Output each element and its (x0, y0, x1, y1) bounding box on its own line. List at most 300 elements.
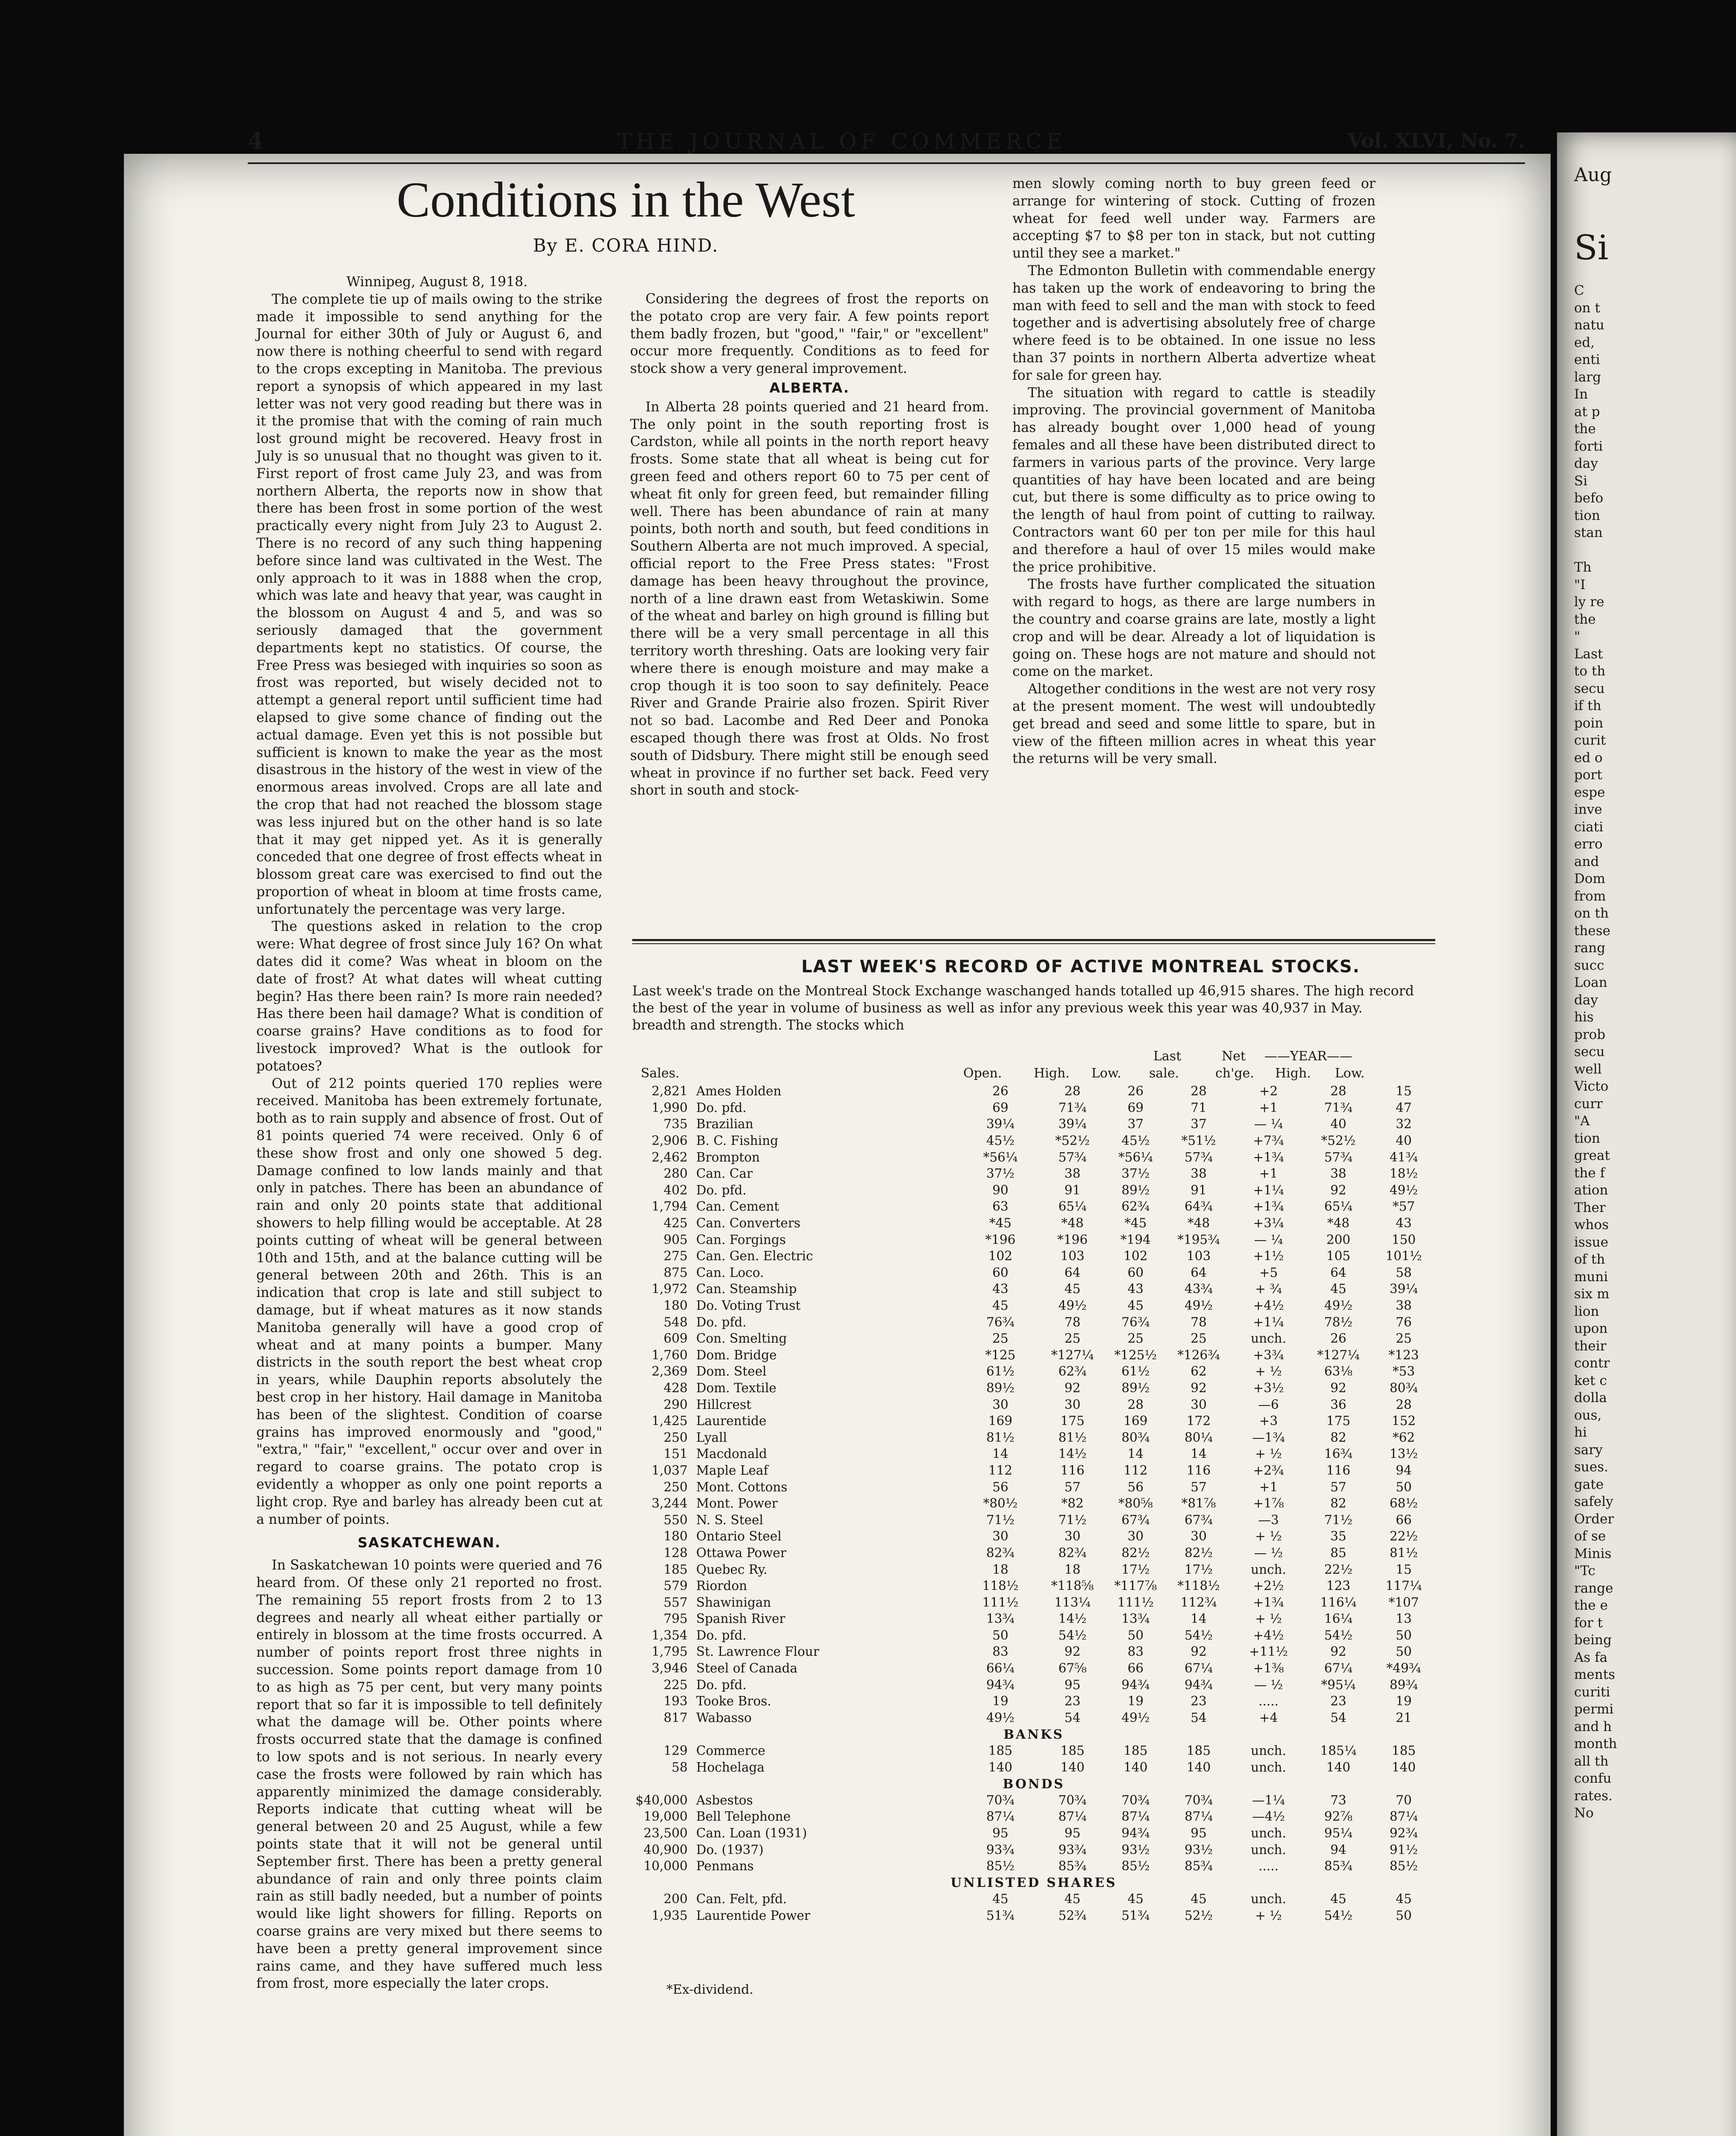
cell-stock-name: Asbestos (696, 1793, 753, 1807)
adjacent-text-fragment: hi (1574, 1425, 1587, 1440)
cell-value: *196 (985, 1232, 1016, 1247)
table-row (632, 1858, 1435, 1875)
cell-value: 78½ (1324, 1314, 1353, 1329)
cell-value: 82½ (1121, 1545, 1150, 1560)
cell-stock-name: Steel of Canada (696, 1661, 798, 1676)
cell-value: + ¾ (1255, 1282, 1282, 1297)
cell-value: 87¼ (986, 1809, 1015, 1824)
cell-stock-name: Can. Converters (696, 1216, 801, 1231)
cell-sales: 402 (663, 1182, 688, 1197)
cell-value: 21 (1396, 1710, 1412, 1725)
cell-value: 14 (992, 1446, 1009, 1461)
cell-stock-name: Do. pfd. (696, 1628, 747, 1643)
cell-value: 117¼ (1385, 1579, 1422, 1593)
cell-value: 38 (1191, 1166, 1207, 1181)
adjacent-text-fragment: Minis (1574, 1546, 1612, 1561)
cell-stock-name: Mont. Cottons (696, 1479, 788, 1494)
cell-value: 92 (1191, 1644, 1207, 1659)
adjacent-text-fragment: curr (1574, 1096, 1603, 1112)
cell-value: 30 (992, 1529, 1009, 1544)
cell-stock-name: Hillcrest (696, 1397, 751, 1412)
cell-value: +3 (1259, 1414, 1278, 1429)
cell-value: 39¼ (1058, 1117, 1087, 1132)
cell-value: 102 (988, 1249, 1013, 1264)
adjacent-text-fragment: issue (1574, 1234, 1609, 1250)
cell-value: 95 (1064, 1826, 1081, 1841)
adjacent-text-fragment: enti (1574, 352, 1600, 367)
table-row (632, 1495, 1435, 1512)
cell-value: 18½ (1390, 1166, 1418, 1181)
cell-stock-name: Dom. Textile (696, 1380, 777, 1395)
cell-sales: 23,500 (643, 1826, 688, 1841)
cell-value: 25 (1396, 1331, 1412, 1346)
adjacent-text-fragment: the e (1574, 1598, 1608, 1613)
cell-sales: 40,900 (643, 1842, 688, 1857)
cell-value: 30 (1064, 1529, 1081, 1544)
cell-sales: 1,425 (651, 1414, 688, 1429)
cell-value: ..... (1258, 1859, 1279, 1874)
cell-value: *82 (1061, 1496, 1084, 1511)
cell-value: 57 (1330, 1479, 1346, 1494)
cell-value: 16¼ (1324, 1611, 1353, 1626)
cell-value: unch. (1251, 1743, 1287, 1758)
cell-value: *117⅞ (1114, 1579, 1157, 1593)
cell-value: 28 (1127, 1397, 1144, 1412)
cell-value: 87¼ (1390, 1809, 1418, 1824)
table-row (632, 1792, 1435, 1809)
cell-value: 85¾ (1185, 1859, 1213, 1874)
cell-value: 43 (1127, 1282, 1144, 1297)
cell-value: 103 (1186, 1249, 1211, 1264)
adjacent-text-fragment: tion (1574, 1130, 1601, 1146)
cell-sales: 550 (663, 1512, 688, 1527)
cell-value: 45 (1396, 1892, 1412, 1907)
cell-value: +1 (1259, 1479, 1278, 1494)
adjacent-text-fragment: well (1574, 1061, 1602, 1077)
cell-stock-name: Penmans (696, 1859, 754, 1874)
adjacent-text-fragment: port (1574, 767, 1602, 783)
cell-value: 83 (1127, 1644, 1144, 1659)
cell-value: +1¾ (1253, 1150, 1284, 1165)
adjacent-text-fragment: for t (1574, 1615, 1603, 1631)
cell-value: 93¾ (986, 1842, 1015, 1857)
cell-value: 87¼ (1058, 1809, 1087, 1824)
cell-value: 81½ (1058, 1430, 1087, 1445)
cell-value: 87¼ (1185, 1809, 1213, 1824)
cell-value: +1 (1259, 1100, 1278, 1115)
cell-sales: 2,462 (651, 1150, 688, 1165)
cell-value: 23 (1064, 1694, 1081, 1709)
cell-stock-name: Do. pfd. (696, 1182, 747, 1197)
cell-sales: 225 (663, 1677, 688, 1692)
cell-value: *95¼ (1321, 1677, 1356, 1692)
cell-value: 140 (1123, 1760, 1148, 1775)
adjacent-text-fragment: muni (1574, 1269, 1608, 1285)
cell-value: unch. (1251, 1842, 1287, 1857)
cell-value: 70¾ (1058, 1793, 1087, 1807)
cell-value: 25 (1064, 1331, 1081, 1346)
cell-stock-name: Can. Felt, pfd. (696, 1892, 787, 1907)
table-section-header (632, 1875, 1435, 1891)
cell-value: 38 (1396, 1298, 1412, 1313)
section-heading-alberta: ALBERTA. (769, 379, 850, 396)
cell-value: 150 (1391, 1232, 1416, 1247)
table-row (632, 1231, 1435, 1248)
cell-value: 103 (1060, 1249, 1085, 1264)
cell-value: 90 (992, 1182, 1009, 1197)
adjacent-text-fragment: and (1574, 854, 1599, 869)
cell-value: 54½ (1324, 1628, 1353, 1643)
table-row (632, 1578, 1435, 1594)
cell-value: +2½ (1253, 1579, 1284, 1593)
cell-value: 58 (1396, 1265, 1412, 1280)
cell-value: 66¼ (986, 1661, 1015, 1676)
cell-value: +3¾ (1253, 1347, 1284, 1362)
cell-sales: 250 (663, 1430, 688, 1445)
cell-value: 91 (1064, 1182, 1081, 1197)
cell-value: 45½ (1121, 1133, 1150, 1148)
cell-sales: 428 (663, 1380, 688, 1395)
cell-value: 101½ (1385, 1249, 1422, 1264)
cell-value: 57¾ (1058, 1150, 1087, 1165)
stocks-intro-right: changed hands totalled up 46,915 shares. The high record for any previous week this year was 40,937 in May. (1012, 983, 1414, 1016)
adjacent-text-fragment: great (1574, 1148, 1610, 1163)
cell-value: 45 (1127, 1298, 1144, 1313)
cell-value: 69 (1127, 1100, 1144, 1115)
cell-sales: 609 (663, 1331, 688, 1346)
cell-value: 35 (1330, 1529, 1346, 1544)
cell-sales: 1,935 (651, 1908, 688, 1923)
cell-value: 70¾ (1185, 1793, 1213, 1807)
cell-sales: 250 (663, 1479, 688, 1494)
adjacent-text-fragment: day (1574, 992, 1598, 1008)
adjacent-text-fragment: all th (1574, 1753, 1609, 1769)
cell-value: 57 (1191, 1479, 1207, 1494)
cell-value: 26 (1127, 1084, 1144, 1099)
cell-sales: 58 (672, 1760, 688, 1775)
paragraph: The Edmonton Bulletin with commendable energy has taken up the work of endeavoring to bring the man with feed to sell and the man with stock to feed together and is advertising absolutely free of charge where feed is to be obtained. In one issue no less than 37 points in northern Alberta advertize wheat for sale for green hay. (1012, 263, 1375, 383)
cell-value: *80⅝ (1118, 1496, 1153, 1511)
cell-sales: 290 (663, 1397, 688, 1412)
cell-value: +1¾ (1253, 1595, 1284, 1610)
cell-sales: 425 (663, 1216, 688, 1231)
cell-value: 102 (1123, 1249, 1148, 1264)
cell-value: +5 (1259, 1265, 1278, 1280)
adjacent-text-fragment: rates. (1574, 1788, 1613, 1804)
cell-value: *125 (985, 1347, 1016, 1362)
cell-value: 85¾ (1324, 1859, 1353, 1874)
cell-value: 82½ (1185, 1545, 1213, 1560)
cell-stock-name: N. S. Steel (696, 1512, 763, 1527)
cell-sales: 1,037 (651, 1463, 688, 1478)
cell-value: 62¾ (1058, 1364, 1087, 1379)
section-label: UNLISTED SHARES (950, 1875, 1117, 1890)
col-header-last-sale: sale. (1149, 1066, 1179, 1081)
cell-value: 54 (1330, 1710, 1346, 1725)
cell-value: 200 (1326, 1232, 1351, 1247)
cell-sales: 735 (663, 1117, 688, 1132)
cell-value: 67¼ (1324, 1661, 1353, 1676)
table-row (632, 1265, 1435, 1281)
cell-value: 14½ (1058, 1611, 1087, 1626)
cell-value: 22½ (1324, 1562, 1353, 1577)
col-header-year-high: High. (1275, 1066, 1311, 1081)
cell-value: 85½ (986, 1859, 1015, 1874)
cell-stock-name: Can. Gen. Electric (696, 1249, 813, 1264)
cell-stock-name: Commerce (696, 1743, 765, 1758)
cell-sales: 275 (663, 1249, 688, 1264)
cell-value: + ½ (1255, 1529, 1282, 1544)
cell-sales: 3,946 (651, 1661, 688, 1676)
cell-value: 152 (1391, 1414, 1416, 1429)
adjacent-text-fragment: confu (1574, 1771, 1612, 1786)
table-row (632, 1891, 1435, 1907)
table-row (632, 1297, 1435, 1314)
cell-value: 76¾ (986, 1314, 1015, 1329)
stocks-table-title: LAST WEEK'S RECORD OF ACTIVE MONTREAL STOCKS. (801, 957, 1361, 977)
cell-stock-name: St. Lawrence Flour (696, 1644, 819, 1659)
cell-value: *107 (1388, 1595, 1419, 1610)
article-headline: Conditions in the West (396, 172, 855, 228)
table-section-header (632, 1775, 1435, 1792)
cell-value: 89½ (986, 1380, 1015, 1395)
cell-value: 45 (1064, 1892, 1081, 1907)
table-row (632, 1841, 1435, 1858)
table-row (632, 1100, 1435, 1116)
adjacent-text-fragment: of th (1574, 1252, 1605, 1267)
cell-value: 85 (1330, 1545, 1346, 1560)
cell-value: 172 (1186, 1414, 1211, 1429)
cell-value: 32 (1396, 1117, 1412, 1132)
cell-stock-name: Wabasso (696, 1710, 752, 1725)
cell-value: *194 (1120, 1232, 1151, 1247)
cell-value: 49½ (1185, 1298, 1213, 1313)
cell-value: +2¾ (1253, 1463, 1284, 1478)
cell-value: —1¼ (1252, 1793, 1285, 1807)
section-label: BONDS (1003, 1776, 1065, 1791)
cell-value: 113¼ (1054, 1595, 1091, 1610)
cell-stock-name: Can. Loco. (696, 1265, 764, 1280)
table-row (632, 1611, 1435, 1627)
cell-value: +3½ (1253, 1380, 1284, 1395)
cell-value: 71¾ (1324, 1100, 1353, 1115)
cell-value: 49½ (1324, 1298, 1353, 1313)
cell-value: 54 (1191, 1710, 1207, 1725)
cell-sales: 2,369 (651, 1364, 688, 1379)
table-row (632, 1347, 1435, 1364)
cell-stock-name: Lyall (696, 1430, 727, 1445)
cell-value: 54½ (1185, 1628, 1213, 1643)
cell-value: 62¾ (1121, 1199, 1150, 1214)
cell-stock-name: Tooke Bros. (696, 1694, 771, 1709)
table-row (632, 1363, 1435, 1380)
cell-value: 43¾ (1185, 1282, 1213, 1297)
col-header-net-change: ch'ge. (1215, 1066, 1254, 1081)
cell-value: 50 (1396, 1908, 1412, 1923)
cell-value: 69 (992, 1100, 1009, 1115)
cell-sales: 128 (663, 1545, 688, 1560)
cell-sales: 579 (663, 1579, 688, 1593)
cell-value: 92⅞ (1324, 1809, 1353, 1824)
cell-stock-name: Ottawa Power (696, 1545, 786, 1560)
adjacent-text-fragment: stan (1574, 525, 1603, 540)
cell-value: 85¾ (1058, 1859, 1087, 1874)
adjacent-text-fragment: larg (1574, 369, 1601, 385)
cell-sales: 2,906 (651, 1133, 688, 1148)
cell-value: +1¼ (1253, 1314, 1284, 1329)
cell-value: 40 (1396, 1133, 1412, 1148)
cell-sales: 1,972 (651, 1282, 688, 1297)
col-header-last: Last (1153, 1049, 1182, 1064)
stocks-table-body (632, 1083, 1435, 1924)
adjacent-text-fragment: permi (1574, 1702, 1614, 1717)
cell-stock-name: Macdonald (696, 1446, 767, 1461)
cell-value: 71¾ (1058, 1100, 1087, 1115)
cell-stock-name: Hochelaga (696, 1760, 765, 1775)
cell-value: 82 (1330, 1496, 1346, 1511)
cell-value: 45½ (986, 1133, 1015, 1148)
page-number: 4 (248, 128, 264, 154)
adjacent-text-fragment: Si (1574, 228, 1609, 267)
cell-stock-name: Brompton (696, 1150, 760, 1165)
col-header-open: Open. (963, 1066, 1002, 1081)
table-row (632, 1314, 1435, 1330)
cell-value: 19 (992, 1694, 1009, 1709)
cell-value: +1⅞ (1253, 1496, 1284, 1511)
volume-number: Vol. XLVI, No. 7. (1347, 129, 1525, 152)
cell-sales: 817 (663, 1710, 688, 1725)
adjacent-text-fragment: to th (1574, 663, 1606, 679)
adjacent-text-fragment: forti (1574, 438, 1603, 454)
cell-value: *118⅝ (1051, 1579, 1094, 1593)
cell-value: 71½ (986, 1512, 1015, 1527)
cell-value: 70¾ (1121, 1793, 1150, 1807)
cell-value: 78 (1191, 1314, 1207, 1329)
adjacent-text-fragment: ciati (1574, 819, 1604, 835)
cell-value: +11½ (1249, 1644, 1288, 1659)
cell-value: 94¾ (986, 1677, 1015, 1692)
table-row (632, 1446, 1435, 1462)
cell-value: 140 (1186, 1760, 1211, 1775)
cell-value: 13 (1396, 1611, 1412, 1626)
section-heading-saskatchewan: SASKATCHEWAN. (358, 1535, 501, 1551)
cell-sales: 875 (663, 1265, 688, 1280)
paragraph: In Alberta 28 points queried and 21 heard from. The only point in the south reporting frost is Cardston, while all points in the north report heavy frosts. Some state that all wheat is being cut for green feed and others report 60 to 75 per cent of wheat fit only for green feed, but remainder filling well. There has been abundance of rain at many points, both north and south, but feed conditions in Southern Alberta are not much improved. A special, official report to the Free Press states: "Frost damage has been heavy throughout the province, north of a line drawn east from Wetaskiwin. Some of the wheat and barley on high ground is filling but there will be a very small percentage in all this territory worth threshing. Oats are looking very fair where there is enough moisture and may make a crop though it is too soon to say definitely. Peace River and Grande Prairie also frozen. Spirit River not so bad. Lacombe and Red Deer and Ponoka escaped though there was frost at Olds. No frost south of Didsbury. There might still be enough seed wheat in province if no further set back. Feed very short in south and stock- (630, 399, 989, 798)
cell-value: unch. (1251, 1331, 1287, 1346)
cell-value: *45 (989, 1216, 1012, 1231)
cell-value: +1⅜ (1253, 1661, 1284, 1676)
cell-sales: 2,821 (651, 1084, 688, 1099)
adjacent-text-fragment: upon (1574, 1321, 1608, 1336)
cell-value: 51¾ (1121, 1908, 1150, 1923)
adjacent-text-fragment: at p (1574, 404, 1600, 420)
adjacent-text-fragment: Loan (1574, 975, 1607, 990)
cell-value: 140 (1060, 1760, 1085, 1775)
cell-value: 18 (1064, 1562, 1081, 1577)
cell-value: 56 (992, 1479, 1009, 1494)
cell-value: unch. (1251, 1562, 1287, 1577)
cell-sales: 1,760 (651, 1347, 688, 1362)
adjacent-text-fragment: whos (1574, 1217, 1609, 1232)
cell-value: 56 (1127, 1479, 1144, 1494)
cell-stock-name: Do. Voting Trust (696, 1298, 801, 1313)
cell-value: 140 (1391, 1760, 1416, 1775)
adjacent-text-fragment: six m (1574, 1286, 1610, 1302)
cell-value: 14 (1191, 1446, 1207, 1461)
paragraph: Altogether conditions in the west are not very rosy at the present moment. The west will undoubtedly get bread and seed and some little to spare, but in view of the fifteen million acres in wheat this year the returns will be very small. (1012, 681, 1375, 767)
table-row (632, 1083, 1435, 1100)
table-row (632, 1594, 1435, 1611)
adjacent-text-fragment: if th (1574, 698, 1601, 713)
adjacent-text-fragment: the (1574, 421, 1596, 437)
adjacent-text-fragment: inve (1574, 802, 1602, 817)
cell-value: *52½ (1321, 1133, 1356, 1148)
cell-value: 111½ (982, 1595, 1019, 1610)
cell-value: 14 (1191, 1611, 1207, 1626)
cell-value: 76 (1396, 1314, 1412, 1329)
cell-value: 93¾ (1058, 1842, 1087, 1857)
cell-value: 94¾ (1185, 1677, 1213, 1692)
adjacent-text-fragment: ket c (1574, 1373, 1607, 1388)
cell-value: 49½ (986, 1710, 1015, 1725)
cell-value: — ¼ (1254, 1232, 1283, 1247)
table-row (632, 1248, 1435, 1265)
cell-value: 54½ (1058, 1628, 1087, 1643)
cell-value: 43 (1396, 1216, 1412, 1231)
cell-value: — ¼ (1254, 1117, 1283, 1132)
cell-value: 18 (992, 1562, 1009, 1577)
cell-value: 43 (992, 1282, 1009, 1297)
cell-value: unch. (1251, 1826, 1287, 1841)
cell-value: 61½ (986, 1364, 1015, 1379)
cell-value: 49½ (1121, 1710, 1150, 1725)
cell-value: 94¾ (1121, 1677, 1150, 1692)
cell-value: +4½ (1253, 1298, 1284, 1313)
cell-value: 94 (1330, 1842, 1346, 1857)
cell-value: 30 (1064, 1397, 1081, 1412)
adjacent-text-fragment: "Tc (1574, 1563, 1595, 1579)
cell-sales: $40,000 (635, 1793, 688, 1807)
cell-value: 185 (1391, 1743, 1416, 1758)
adjacent-text-fragment: ments (1574, 1667, 1616, 1682)
cell-value: 50 (1396, 1644, 1412, 1659)
cell-value: 185 (1186, 1743, 1211, 1758)
adjacent-text-fragment: curiti (1574, 1684, 1610, 1700)
cell-sales: 1,354 (651, 1628, 688, 1643)
cell-stock-name: Dom. Bridge (696, 1347, 777, 1362)
adjacent-text-fragment: Dom (1574, 871, 1605, 886)
cell-value: 89½ (1121, 1380, 1150, 1395)
paragraph: The situation with regard to cattle is steadily improving. The provincial government of Manitoba has already bought over 1,000 head of young females and all these have been distributed direct to farmers in various parts of the province. Very large quantities of hay have been located and are being cut, but there is some difficulty as to price owing to the length of haul from point of cutting to railway. Contractors want 60 per ton per mile for this haul and therefore a haul of over 15 miles would make the price prohibitive. (1012, 385, 1375, 575)
cell-value: 92 (1330, 1380, 1346, 1395)
cell-value: 93½ (1121, 1842, 1150, 1857)
cell-value: 123 (1326, 1579, 1351, 1593)
cell-value: 67¼ (1185, 1661, 1213, 1676)
cell-value: 28 (1191, 1084, 1207, 1099)
cell-value: *118½ (1177, 1579, 1220, 1593)
adjacent-text-fragment: tion (1574, 508, 1601, 523)
cell-value: 16¾ (1324, 1446, 1353, 1461)
table-row (632, 1165, 1435, 1182)
cell-value: 95¼ (1324, 1826, 1353, 1841)
paragraph: The questions asked in relation to the crop were: What degree of frost since July 16? On what dates did it come? Was wheat in bloom on the date of frost? At what dates will wheat cutting begin? Has there been rain? Is more rain needed? Has there been hail damage? What is condition of coarse grains? Have conditions as to food for livestock improved? What is the outlook for potatoes? (256, 919, 602, 1074)
cell-value: 118½ (982, 1579, 1019, 1593)
adjacent-text-fragment: ed, (1574, 334, 1595, 350)
cell-value: *49¾ (1386, 1661, 1421, 1676)
cell-value: 51¾ (986, 1908, 1015, 1923)
cell-value: 67⅝ (1058, 1661, 1087, 1676)
cell-stock-name: Ames Holden (696, 1084, 782, 1099)
